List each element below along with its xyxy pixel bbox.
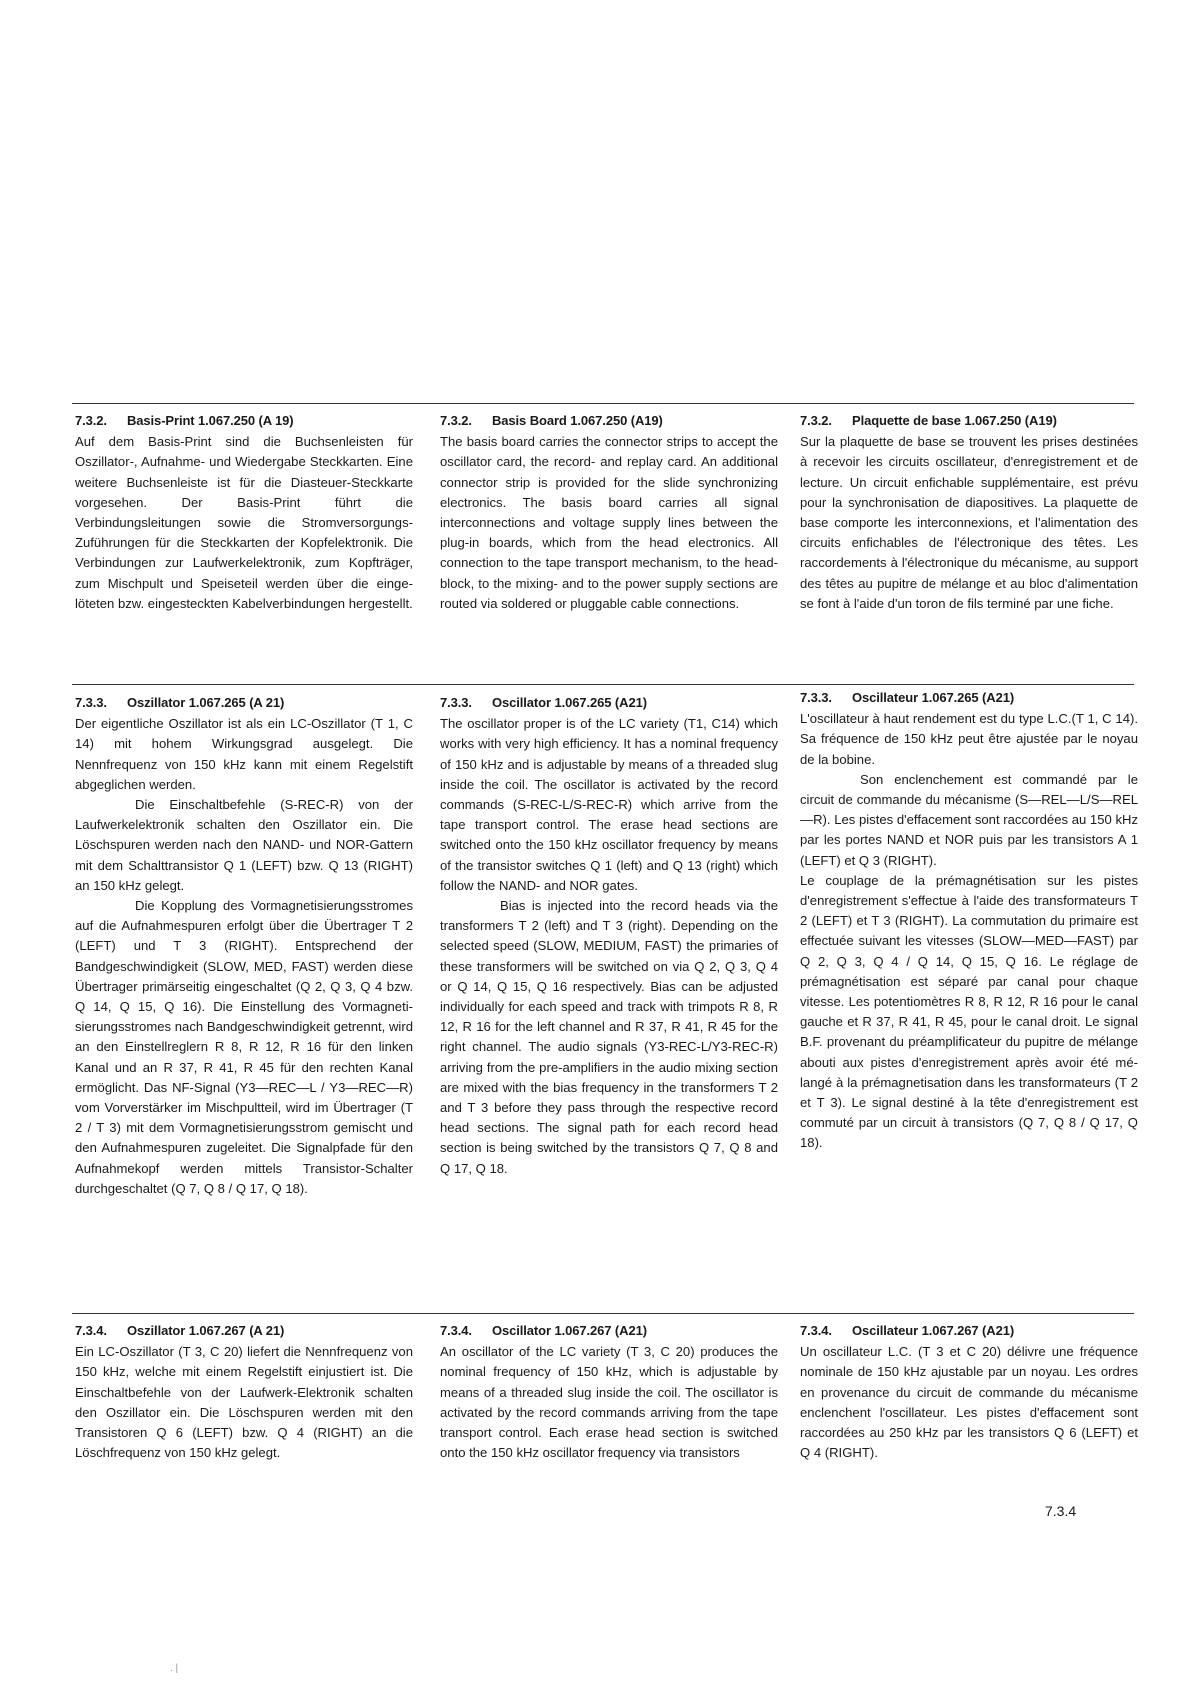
section-title: Oszillator 1.067.265 (A 21)	[127, 695, 285, 710]
paragraph: Die Einschaltbefehle (S-REC-R) von der Laufwerkelektronik schalten den Oszillator ein. Die Löschspuren werden nach den NAND- und NOR-Gattern mit dem Schalttransistor Q 1 (LEFT) bzw. Q 13 (RIGHT) an 150 kHz gelegt.	[75, 797, 413, 893]
paragraph: L'oscillateur à haut rendement est du type L.C.(T 1, C 14). Sa fréquence de 150 kHz peut être ajustée par le noyau de la bobine.	[800, 711, 1138, 767]
paragraph: Die Kopplung des Vormagnetisierungsstromes auf die Aufnahmespuren erfolgt über die Übertrager T 2 (LEFT) und T 3 (RIGHT). Entsprechend der Bandgeschwindigkeit (SLOW, MED, FAST) werden diese Übertrager primärseitig eingeschaltet (Q 2, Q 3, Q 4 bzw. Q 14, Q 15, Q 16). Die Einstellung des Vormagnetisierungsstromes nach Bandgeschwindigkeit getrennt, wird an den Einstellreglern R 8, R 12, R 16 für den linken Kanal und an R 37, R 41, R 45 für den rechten Kanal ermöglicht. Das NF-Signal (Y3—REC—L / Y3—REC—R) vom Vorverstärker im Mischpultteil, wird im Übertrager (T 2 / T 3) mit dem Vormagnetisierungsstrom gemischt und den Aufnahmespuren zugeleitet. Die Signalpfade für den Aufnahmekopf werden mittels Transistor-Schalter durchgeschaltet (Q 7, Q 8 / Q 17, Q 18).	[75, 898, 413, 1196]
footer-mark: . |	[170, 1663, 179, 1674]
section-en	[440, 1321, 778, 1463]
section-divider	[72, 684, 1134, 685]
section-heading	[800, 688, 1138, 708]
section-title: Oscillateur 1.067.267 (A21)	[852, 1323, 1015, 1338]
section-heading	[75, 411, 413, 431]
section-title: Oscillator 1.067.265 (A21)	[492, 695, 647, 710]
section-divider	[72, 403, 1134, 404]
section-en	[440, 411, 778, 614]
paragraph: Bias is injected into the record heads via the transformers T 2 (left) and T 3 (right). Depending on the selected speed (SLOW, MEDIUM, FAST) the primaries of these transformers will be switched on via Q 2, Q 3, Q 4 or Q 14, Q 15, Q 16 respectively. Bias can be adjusted individually for each speed and track with trimpots R 8, R 12, R 16 for the left channel and R 37, R 41, R 45 for the right channel. The audio signals (Y3-REC-L/Y3-REC-R) arriving from the pre-amplifiers in the audio mixing section are mixed with the bias frequency in the transformers T 2 and T 3 before they pass through the respective record head sections. The signal path for each record head section is being switched by the transistors Q 7, Q 8 and Q 17, Q 18.	[440, 898, 778, 1176]
section-number: 7.3.4.	[800, 1323, 832, 1338]
section-title: Basis-Print 1.067.250 (A 19)	[127, 413, 294, 428]
paragraph: Auf dem Basis-Print sind die Buchsenleisten für Oszillator-, Aufnahme- und Wiedergabe Steckkarten. Eine weitere Buchsenleiste ist für die Diasteuer-Steckkarte vorgesehen. Der Basis-Print führt die Verbindungsleitungen sowie die Stromversorgungs-Zuführungen für die Steckkarten der Kopfelektronik. Die Verbindungen zur Laufwerkelektronik, zum Kopfträger, zum Mischpult und Speiseteil werden über die eingelöteten bzw. eingesteckten Kabelverbindungen hergestellt.	[75, 434, 413, 611]
section-de	[75, 411, 413, 614]
paragraph: Le couplage de la prémagnétisation sur les pistes d'enregistrement s'effectue à l'aide des transformateurs T 2 (LEFT) et T 3 (RIGHT). La commutation du primaire est effectuée suivant les vitesses (SLOW—MED—FAST) par Q 2, Q 3, Q 4 / Q 14, Q 15, Q 16. Le réglage de prémagnétisation est séparé par canal pour chaque vitesse. Les potentiomètres R 8, R 12, R 16 pour le canal gauche et R 37, R 41, R 45, pour le canal droit. Le signal B.F. provenant du préamplificateur du pupitre de mélange abouti aux pistes d'enregistrement après avoir été mélangé à la prémagnetisation dans les transformateurs (T 2 et T 3). Le signal destiné à la tête d'enregistrement est commuté par un circuit à transistors (Q 7, Q 8 / Q 17, Q 18).	[800, 872, 1138, 1151]
section-divider	[72, 1313, 1134, 1314]
section-heading	[440, 411, 778, 431]
section-number: 7.3.3.	[75, 695, 107, 710]
section-fr	[800, 1321, 1138, 1463]
paragraph: Sur la plaquette de base se trouvent les prises destinées à recevoir les circuits oscillateur, d'enregistrement et de lecture. Un circuit enfichable supplémentaire, est prévu pour la synchronisation de diapositives. La plaquette de base comporte les interconnexions, et l'alimentation des circuits enfichables de l'électronique des têtes. Les raccordements à l'électronique du mécanisme, au support des têtes au pupitre de mélange et au bloc d'alimentation se font à l'aide d'un toron de fils terminé par une fiche.	[800, 434, 1138, 611]
section-heading	[440, 693, 778, 713]
section-heading	[75, 1321, 413, 1341]
section-fr	[800, 688, 1138, 1154]
paragraph: Son enclenchement est commandé par le circuit de commande du mécanisme (S—REL—L/S—REL—R). Les pistes d'effacement sont raccordées au 150 kHz par les portes NAND et NOR puis par les transistors A 1 (LEFT) et Q 3 (RIGHT).	[800, 771, 1138, 868]
section-title: Oszillator 1.067.267 (A 21)	[127, 1323, 285, 1338]
page-number: 7.3.4	[1045, 1503, 1077, 1519]
paragraph: The basis board carries the connector strips to accept the oscillator card, the record- and replay card. An additional connector strip is provided for the slide synchronizing electronics. The basis board carries all signal interconnections and voltage supply lines between the plug-in boards, which from the head electronics. All connection to the tape transport mechanism, to the headblock, to the mixing- and to the power supply sections are routed via soldered or pluggable cable connections.	[440, 434, 778, 611]
section-title: Plaquette de base 1.067.250 (A19)	[852, 413, 1057, 428]
section-heading	[800, 1321, 1138, 1341]
paragraph: Der eigentliche Oszillator ist als ein LC-Oszillator (T 1, C 14) mit hohem Wirkungsgrad ausgelegt. Die Nennfrequenz von 150 kHz kann mit einem Regelstift abgeglichen werden.	[75, 716, 413, 792]
section-number: 7.3.4.	[75, 1323, 107, 1338]
section-de	[75, 693, 413, 1199]
section-heading	[75, 693, 413, 713]
paragraph: Ein LC-Oszillator (T 3, C 20) liefert die Nennfrequenz von 150 kHz, welche mit einem Regelstift einjustiert ist. Die Einschaltbefehle von der Laufwerk-Elektronik schalten den Oszillator ein. Die Löschspuren werden mit den Transistoren Q 6 (LEFT) bzw. Q 4 (RIGHT) an die Löschfrequenz von 150 kHz gelegt.	[75, 1344, 413, 1461]
section-number: 7.3.2.	[75, 413, 107, 428]
section-fr	[800, 411, 1138, 614]
section-de	[75, 1321, 413, 1463]
section-number: 7.3.3.	[800, 690, 832, 705]
section-title: Oscillator 1.067.267 (A21)	[492, 1323, 647, 1338]
section-number: 7.3.2.	[800, 413, 832, 428]
section-heading	[800, 411, 1138, 431]
section-number: 7.3.3.	[440, 695, 472, 710]
paragraph: Un oscillateur L.C. (T 3 et C 20) délivre une fréquence nominale de 150 kHz ajustable par un noyau. Les ordres en provenance du circuit de commande du mécanisme enclenchent l'oscillateur. Les pistes d'effacement sont raccordées au 250 kHz par les transistors Q 6 (LEFT) et Q 4 (RIGHT).	[800, 1344, 1138, 1461]
paragraph: The oscillator proper is of the LC variety (T1, C14) which works with very high efficiency. It has a nominal frequency of 150 kHz and is adjustable by means of a threaded slug inside the coil. The oscillator is activated by the record commands (S-REC-L/S-REC-R) which arrive from the tape transport control. The erase head sections are switched onto the 150 kHz oscillator frequency by means of the transistor switches Q 1 (left) and Q 13 (right) which follow the NAND- and NOR gates.	[440, 716, 778, 893]
section-title: Basis Board 1.067.250 (A19)	[492, 413, 663, 428]
paragraph: An oscillator of the LC variety (T 3, C 20) produces the nominal frequency of 150 kHz, which is adjustable by means of a threaded slug inside the coil. The oscillator is activated by the record commands arriving from the tape transport control. Each erase head section is switched onto the 150 kHz oscillator frequency via transistors	[440, 1344, 778, 1461]
section-title: Oscillateur 1.067.265 (A21)	[852, 690, 1015, 705]
section-number: 7.3.2.	[440, 413, 472, 428]
section-en	[440, 693, 778, 1179]
section-number: 7.3.4.	[440, 1323, 472, 1338]
section-heading	[440, 1321, 778, 1341]
